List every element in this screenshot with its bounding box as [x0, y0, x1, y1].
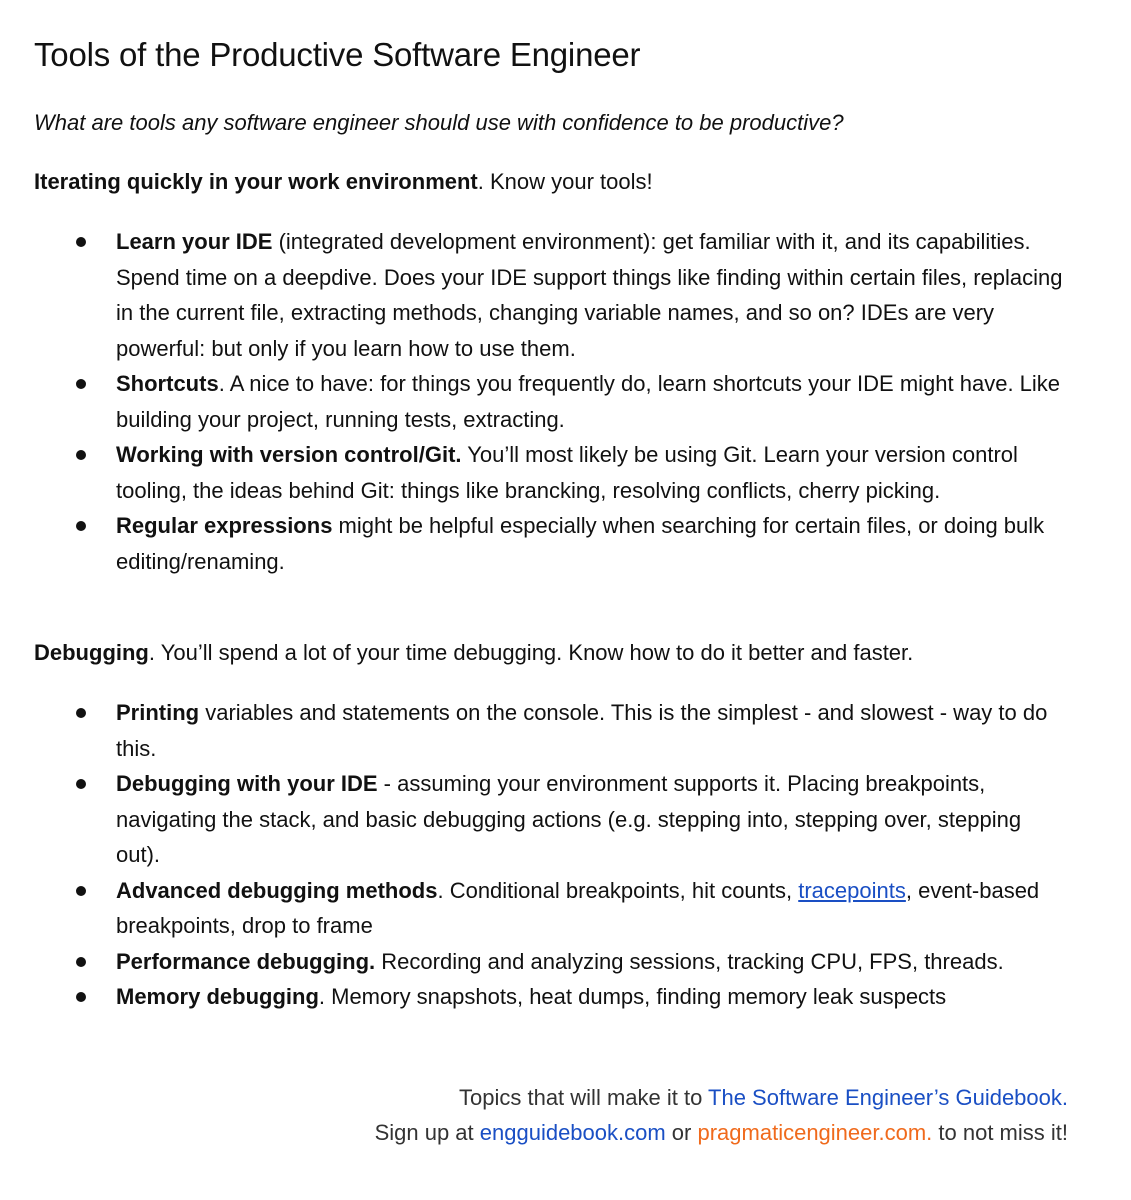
footer-text: or: [665, 1120, 698, 1145]
bullet-icon: [76, 379, 86, 389]
list-item: [34, 224, 1066, 366]
item-bold: Advanced debugging methods: [116, 877, 438, 903]
section-heading-debugging: [34, 640, 913, 666]
page-title: Tools of the Productive Software Engineer: [34, 36, 641, 73]
item-text: . Memory snapshots, heat dumps, finding memory leak suspects: [318, 984, 947, 1009]
footer: [375, 1080, 1068, 1150]
item-bold: Printing: [116, 700, 200, 725]
footer-line-guidebook: [375, 1080, 1068, 1115]
item-text: variables and statements on the console. This is the simplest - and slowest - way to do this.: [116, 700, 1048, 761]
item-bold: Learn your IDE: [116, 229, 273, 254]
section-heading-rest: . You’ll spend a lot of your time debugging. Know how to do it better and faster.: [148, 640, 914, 665]
footer-text: Topics that will make it to: [459, 1085, 709, 1110]
bullet-icon: [76, 992, 86, 1002]
guidebook-link[interactable]: The Software Engineer’s Guidebook.: [708, 1085, 1068, 1110]
item-text: , event-based breakpoints, drop to frame: [116, 877, 1040, 938]
item-text: Recording and analyzing sessions, tracking CPU, FPS, threads.: [375, 948, 1004, 974]
debugging-list: [34, 695, 1094, 1015]
item-bold: Debugging with your IDE: [116, 771, 378, 796]
list-item: [34, 944, 1066, 980]
item-text: . A nice to have: for things you frequently do, learn shortcuts your IDE might have. Like building your project, running tests, extracting.: [116, 371, 1061, 432]
item-text: . Conditional breakpoints, hit counts,: [437, 877, 799, 903]
item-bold: Shortcuts: [116, 371, 219, 396]
section-heading-iterating: [34, 169, 653, 195]
footer-text: Sign up at: [374, 1120, 480, 1145]
bullet-icon: [76, 237, 86, 247]
section-heading-rest: . Know your tools!: [477, 169, 653, 194]
footer-text: to not miss it!: [932, 1120, 1068, 1145]
bullet-icon: [76, 450, 86, 460]
tracepoints-link[interactable]: tracepoints: [798, 877, 906, 903]
list-item: [34, 979, 1066, 1015]
bullet-icon: [76, 886, 86, 896]
section-heading-bold: Iterating quickly in your work environment: [34, 169, 478, 194]
page-subtitle: What are tools any software engineer should use with confidence to be productive?: [34, 110, 844, 135]
item-text: (integrated development environment): get familiar with it, and its capabilities. Spend time on a deepdive. Does your IDE support things like finding within certain files, replacing in the current file, extracting methods, changing variable names, and so on? IDEs are very powerful: but only if you learn how to use them.: [116, 229, 1063, 361]
item-text: You’ll most likely be using Git. Learn your version control tooling, the ideas behind Git: things like brancking, resolving conflicts, cherry picking.: [116, 442, 1018, 503]
list-item: [34, 366, 1066, 437]
item-bold: Regular expressions: [116, 513, 333, 538]
bullet-icon: [76, 708, 86, 718]
iterating-list: [34, 224, 1094, 579]
list-item: [34, 437, 1066, 508]
footer-line-signup: [375, 1115, 1068, 1150]
bullet-icon: [76, 521, 86, 531]
item-bold: Working with version control/Git.: [116, 442, 462, 467]
item-bold: Performance debugging.: [116, 948, 376, 974]
bullet-icon: [76, 957, 86, 967]
list-item: [34, 508, 1066, 579]
bullet-icon: [76, 779, 86, 789]
item-bold: Memory debugging: [116, 984, 319, 1009]
item-text: - assuming your environment supports it. Placing breakpoints, navigating the stack, and basic debugging actions (e.g. stepping into, stepping over, stepping out).: [116, 771, 1022, 867]
engguidebook-link[interactable]: engguidebook.com: [479, 1120, 666, 1145]
list-item: [34, 695, 1066, 766]
list-item: [34, 873, 1066, 944]
item-text: might be helpful especially when searching for certain files, or doing bulk editing/renaming.: [116, 513, 1045, 574]
list-item: [34, 766, 1066, 873]
section-heading-bold: Debugging: [34, 640, 149, 665]
pragmaticengineer-link[interactable]: pragmaticengineer.com.: [697, 1120, 933, 1145]
